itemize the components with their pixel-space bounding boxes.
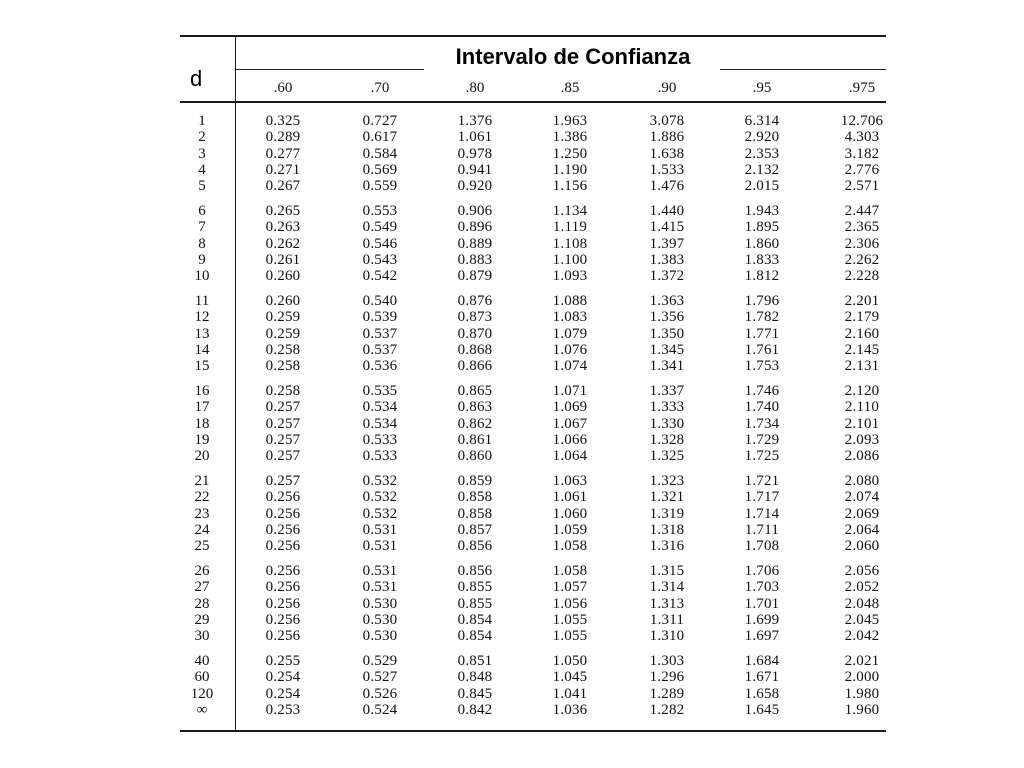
table-cell: 1.100 — [552, 251, 588, 268]
table-cell: 0.257 — [265, 431, 301, 448]
table-cell: 1.714 — [744, 505, 780, 522]
degrees-of-freedom: 26 — [194, 563, 210, 579]
table-cell: 0.569 — [362, 161, 398, 178]
table-cell: 0.978 — [457, 145, 493, 162]
table-cell: 2.776 — [844, 161, 880, 178]
table-cell: 0.532 — [362, 473, 398, 489]
table-cell: 1.753 — [744, 358, 780, 375]
table-cell: 1.658 — [744, 685, 780, 702]
table-cell: 0.879 — [457, 268, 493, 285]
table-cell: 0.537 — [362, 325, 398, 342]
table-cell: 1.356 — [649, 309, 685, 326]
table-cell: 1.061 — [457, 129, 493, 146]
table-cell: 1.311 — [649, 611, 685, 628]
table-cell: 1.796 — [744, 293, 780, 309]
table-cell: 1.050 — [552, 653, 588, 669]
table-cell: 0.253 — [265, 701, 301, 718]
table-cell: 1.350 — [649, 325, 685, 342]
table-cell: 0.845 — [457, 685, 493, 702]
table-cell: 0.854 — [457, 611, 493, 628]
degrees-of-freedom: 19 — [194, 431, 210, 448]
column-header: .80 — [465, 80, 485, 96]
table-cell: 0.858 — [457, 505, 493, 522]
table-cell: 2.228 — [844, 268, 880, 285]
table-cell: 0.889 — [457, 235, 493, 252]
table-cell: 1.061 — [552, 489, 588, 506]
table-cell: 0.256 — [265, 611, 301, 628]
table-cell: 0.267 — [265, 178, 301, 195]
title-rule-right — [720, 69, 886, 70]
table-cell: 0.584 — [362, 145, 398, 162]
table-cell: 0.254 — [265, 685, 301, 702]
degrees-of-freedom: 7 — [198, 219, 206, 236]
table-cell: 0.533 — [362, 431, 398, 448]
table-cell: 1.337 — [649, 383, 685, 399]
table-cell: 1.645 — [744, 701, 780, 718]
table-cell: 1.886 — [649, 129, 685, 146]
table-cell: 0.256 — [265, 521, 301, 538]
table-cell: 0.261 — [265, 251, 301, 268]
table-cell: 0.256 — [265, 489, 301, 506]
table-cell: 1.323 — [649, 473, 685, 489]
table-cell: 1.782 — [744, 309, 780, 326]
table-cell: 0.866 — [457, 358, 493, 375]
table-cell: 2.145 — [844, 341, 880, 358]
table-cell: 0.258 — [265, 358, 301, 375]
table-cell: 2.306 — [844, 235, 880, 252]
table-cell: 0.256 — [265, 505, 301, 522]
table-cell: 1.963 — [552, 113, 588, 129]
degrees-of-freedom: 14 — [194, 341, 210, 358]
degrees-of-freedom: 28 — [194, 595, 210, 612]
degrees-of-freedom: 2 — [198, 129, 206, 146]
table-cell: 0.539 — [362, 309, 398, 326]
table-cell: 1.079 — [552, 325, 588, 342]
column-header: .975 — [848, 80, 876, 96]
table-cell: 0.876 — [457, 293, 493, 309]
table-cell: 0.530 — [362, 595, 398, 612]
table-cell: 1.333 — [649, 399, 685, 416]
table-cell: 1.289 — [649, 685, 685, 702]
table-cell: 1.134 — [552, 203, 588, 219]
table-cell: 0.851 — [457, 653, 493, 669]
table-cell: 1.036 — [552, 701, 588, 718]
table-cell: 1.083 — [552, 309, 588, 326]
table-cell: 1.701 — [744, 595, 780, 612]
table-cell: 0.530 — [362, 611, 398, 628]
table-cell: 0.531 — [362, 538, 398, 555]
table-cell: 1.376 — [457, 113, 493, 129]
table-cell: 1.440 — [649, 203, 685, 219]
table-cell: 0.862 — [457, 415, 493, 432]
table-cell: 1.812 — [744, 268, 780, 285]
table-cell: 0.258 — [265, 341, 301, 358]
table-cell: 1.108 — [552, 235, 588, 252]
table-cell: 2.179 — [844, 309, 880, 326]
table-cell: 1.725 — [744, 448, 780, 465]
table-cell: 0.256 — [265, 595, 301, 612]
table-cell: 2.069 — [844, 505, 880, 522]
column-header: .70 — [370, 80, 390, 96]
degrees-of-freedom: 3 — [198, 145, 206, 162]
degrees-of-freedom: 12 — [194, 309, 210, 326]
table-cell: 0.257 — [265, 399, 301, 416]
table-cell: 1.706 — [744, 563, 780, 579]
table-cell: 0.883 — [457, 251, 493, 268]
table-cell: 0.848 — [457, 669, 493, 686]
table-cell: 1.064 — [552, 448, 588, 465]
table-cell: 1.415 — [649, 219, 685, 236]
table-cell: 0.534 — [362, 399, 398, 416]
table-cell: 2.110 — [844, 399, 880, 416]
table-cell: 0.529 — [362, 653, 398, 669]
degrees-of-freedom: 24 — [194, 521, 210, 538]
table-cell: 0.257 — [265, 448, 301, 465]
degrees-of-freedom: 16 — [194, 383, 210, 399]
table-cell: 2.048 — [844, 595, 880, 612]
table-cell: 1.190 — [552, 161, 588, 178]
table-cell: 2.000 — [844, 669, 880, 686]
table-cell: 1.067 — [552, 415, 588, 432]
table-cell: 0.858 — [457, 489, 493, 506]
table-cell: 0.533 — [362, 448, 398, 465]
table-cell: 0.271 — [265, 161, 301, 178]
degrees-of-freedom: 17 — [194, 399, 210, 416]
table-cell: 1.059 — [552, 521, 588, 538]
degrees-of-freedom: 13 — [194, 325, 210, 342]
table-cell: 2.131 — [844, 358, 880, 375]
degrees-of-freedom: 5 — [198, 178, 206, 195]
table-cell: 0.254 — [265, 669, 301, 686]
table-cell: 0.549 — [362, 219, 398, 236]
table-cell: 0.559 — [362, 178, 398, 195]
table-cell: 0.262 — [265, 235, 301, 252]
degrees-of-freedom: 15 — [194, 358, 210, 375]
table-cell: 0.861 — [457, 431, 493, 448]
table-cell: 2.064 — [844, 521, 880, 538]
table-cell: 0.534 — [362, 415, 398, 432]
degrees-of-freedom: 1 — [198, 113, 206, 129]
degrees-of-freedom: 6 — [198, 203, 206, 219]
table-cell: 1.330 — [649, 415, 685, 432]
table-cell: 1.066 — [552, 431, 588, 448]
table-cell: 0.527 — [362, 669, 398, 686]
table-cell: 0.617 — [362, 129, 398, 146]
table-cell: 3.182 — [844, 145, 880, 162]
table-cell: 0.842 — [457, 701, 493, 718]
table-cell: 0.258 — [265, 383, 301, 399]
table-cell: 1.119 — [552, 219, 588, 236]
degrees-of-freedom: 25 — [194, 538, 210, 555]
table-cell: 2.021 — [844, 653, 880, 669]
column-header: .60 — [273, 80, 293, 96]
table-cell: 0.537 — [362, 341, 398, 358]
table-cell: 1.980 — [844, 685, 880, 702]
table-cell: 1.711 — [744, 521, 780, 538]
top-rule — [180, 35, 886, 37]
table-cell: 1.533 — [649, 161, 685, 178]
table-cell: 0.863 — [457, 399, 493, 416]
table-cell: 1.069 — [552, 399, 588, 416]
table-cell: 1.314 — [649, 579, 685, 596]
table-cell: 0.856 — [457, 538, 493, 555]
table-cell: 1.319 — [649, 505, 685, 522]
degrees-of-freedom: ∞ — [196, 701, 208, 718]
table-cell: 0.906 — [457, 203, 493, 219]
table-cell: 0.257 — [265, 415, 301, 432]
table-cell: 1.088 — [552, 293, 588, 309]
row-header-divider — [235, 35, 236, 732]
degrees-of-freedom: 8 — [198, 235, 206, 252]
table-cell: 0.255 — [265, 653, 301, 669]
table-cell: 1.055 — [552, 628, 588, 645]
table-cell: 0.289 — [265, 129, 301, 146]
table-cell: 1.056 — [552, 595, 588, 612]
table-cell: 0.542 — [362, 268, 398, 285]
table-cell: 1.943 — [744, 203, 780, 219]
table-cell: 1.321 — [649, 489, 685, 506]
table-cell: 2.101 — [844, 415, 880, 432]
table-cell: 1.296 — [649, 669, 685, 686]
table-cell: 1.476 — [649, 178, 685, 195]
table-cell: 1.734 — [744, 415, 780, 432]
table-cell: 1.397 — [649, 235, 685, 252]
table-cell: 0.896 — [457, 219, 493, 236]
table-cell: 1.697 — [744, 628, 780, 645]
table-cell: 1.895 — [744, 219, 780, 236]
table-cell: 2.080 — [844, 473, 880, 489]
table-cell: 2.052 — [844, 579, 880, 596]
table-cell: 2.160 — [844, 325, 880, 342]
table-cell: 1.315 — [649, 563, 685, 579]
table-cell: 1.699 — [744, 611, 780, 628]
table-cell: 1.383 — [649, 251, 685, 268]
degrees-of-freedom: 4 — [198, 161, 206, 178]
table-cell: 1.076 — [552, 341, 588, 358]
table-cell: 2.447 — [844, 203, 880, 219]
table-cell: 1.055 — [552, 611, 588, 628]
table-cell: 0.256 — [265, 563, 301, 579]
table-cell: 1.833 — [744, 251, 780, 268]
degrees-of-freedom: 18 — [194, 415, 210, 432]
table-cell: 1.363 — [649, 293, 685, 309]
table-cell: 2.571 — [844, 178, 880, 195]
table-cell: 1.345 — [649, 341, 685, 358]
table-cell: 0.540 — [362, 293, 398, 309]
table-cell: 1.746 — [744, 383, 780, 399]
table-cell: 1.860 — [744, 235, 780, 252]
table-cell: 1.703 — [744, 579, 780, 596]
table-cell: 2.132 — [744, 161, 780, 178]
degrees-of-freedom: 60 — [194, 669, 210, 686]
table-cell: 1.684 — [744, 653, 780, 669]
table-cell: 0.553 — [362, 203, 398, 219]
table-cell: 0.535 — [362, 383, 398, 399]
table-cell: 0.526 — [362, 685, 398, 702]
table-cell: 1.960 — [844, 701, 880, 718]
table-cell: 0.532 — [362, 505, 398, 522]
table-cell: 0.277 — [265, 145, 301, 162]
table-cell: 1.074 — [552, 358, 588, 375]
table-cell: 1.041 — [552, 685, 588, 702]
table-cell: 2.353 — [744, 145, 780, 162]
table-cell: 1.638 — [649, 145, 685, 162]
degrees-of-freedom: 22 — [194, 489, 210, 506]
table-cell: 1.328 — [649, 431, 685, 448]
table-cell: 0.865 — [457, 383, 493, 399]
table-cell: 2.093 — [844, 431, 880, 448]
table-title: Intervalo de Confianza — [455, 44, 691, 69]
table-cell: 1.093 — [552, 268, 588, 285]
table-cell: 1.045 — [552, 669, 588, 686]
table-cell: 0.265 — [265, 203, 301, 219]
table-cell: 1.282 — [649, 701, 685, 718]
table-cell: 0.546 — [362, 235, 398, 252]
table-cell: 1.250 — [552, 145, 588, 162]
degrees-of-freedom: 23 — [194, 505, 210, 522]
table-cell: 0.531 — [362, 521, 398, 538]
table-cell: 1.057 — [552, 579, 588, 596]
table-cell: 0.531 — [362, 579, 398, 596]
column-header: .95 — [752, 80, 772, 96]
table-cell: 2.262 — [844, 251, 880, 268]
table-cell: 0.868 — [457, 341, 493, 358]
table-cell: 0.857 — [457, 521, 493, 538]
table-cell: 1.316 — [649, 538, 685, 555]
table-cell: 2.074 — [844, 489, 880, 506]
table-cell: 1.058 — [552, 563, 588, 579]
table-cell: 0.524 — [362, 701, 398, 718]
table-cell: 1.671 — [744, 669, 780, 686]
table-cell: 1.729 — [744, 431, 780, 448]
table-cell: 2.086 — [844, 448, 880, 465]
degrees-of-freedom: 10 — [194, 268, 210, 285]
table-cell: 1.156 — [552, 178, 588, 195]
table-cell: 0.256 — [265, 538, 301, 555]
table-cell: 1.063 — [552, 473, 588, 489]
table-cell: 0.256 — [265, 579, 301, 596]
table-cell: 1.058 — [552, 538, 588, 555]
degrees-of-freedom: 27 — [194, 579, 210, 596]
header-rule — [180, 101, 886, 103]
row-header-label: d — [190, 66, 203, 91]
column-header: .90 — [657, 80, 677, 96]
table-cell: 12.706 — [840, 113, 884, 129]
table-cell: 0.860 — [457, 448, 493, 465]
table-cell: 6.314 — [744, 113, 780, 129]
table-cell: 2.056 — [844, 563, 880, 579]
table-cell: 0.260 — [265, 268, 301, 285]
table-cell: 1.721 — [744, 473, 780, 489]
table-cell: 0.532 — [362, 489, 398, 506]
table-cell: 3.078 — [649, 113, 685, 129]
table-cell: 1.372 — [649, 268, 685, 285]
table-cell: 1.761 — [744, 341, 780, 358]
table-cell: 1.325 — [649, 448, 685, 465]
table-cell: 2.015 — [744, 178, 780, 195]
table-cell: 0.941 — [457, 161, 493, 178]
table-cell: 0.531 — [362, 563, 398, 579]
degrees-of-freedom: 40 — [194, 653, 210, 669]
table-cell: 0.854 — [457, 628, 493, 645]
degrees-of-freedom: 29 — [194, 611, 210, 628]
bottom-rule — [180, 730, 886, 732]
table-cell: 0.856 — [457, 563, 493, 579]
table-cell: 1.708 — [744, 538, 780, 555]
table-cell: 4.303 — [844, 129, 880, 146]
degrees-of-freedom: 30 — [194, 628, 210, 645]
table-cell: 2.365 — [844, 219, 880, 236]
table-cell: 1.310 — [649, 628, 685, 645]
degrees-of-freedom: 21 — [194, 473, 210, 489]
table-cell: 2.060 — [844, 538, 880, 555]
table-cell: 2.120 — [844, 383, 880, 399]
table-cell: 0.859 — [457, 473, 493, 489]
table-cell: 0.257 — [265, 473, 301, 489]
table-cell: 0.325 — [265, 113, 301, 129]
table-cell: 1.771 — [744, 325, 780, 342]
table-cell: 2.042 — [844, 628, 880, 645]
table-cell: 0.530 — [362, 628, 398, 645]
table-cell: 1.318 — [649, 521, 685, 538]
table-cell: 0.543 — [362, 251, 398, 268]
table-cell: 0.855 — [457, 595, 493, 612]
table-cell: 2.045 — [844, 611, 880, 628]
table-cell: 0.855 — [457, 579, 493, 596]
table-cell: 1.071 — [552, 383, 588, 399]
table-cell: 1.060 — [552, 505, 588, 522]
table-cell: 1.341 — [649, 358, 685, 375]
degrees-of-freedom: 9 — [198, 251, 206, 268]
title-rule-left — [236, 69, 424, 70]
table-cell: 0.256 — [265, 628, 301, 645]
table-cell: 2.920 — [744, 129, 780, 146]
table-cell: 1.313 — [649, 595, 685, 612]
table-cell: 1.717 — [744, 489, 780, 506]
table-cell: 0.259 — [265, 325, 301, 342]
table-cell: 0.870 — [457, 325, 493, 342]
table-cell: 0.873 — [457, 309, 493, 326]
table-cell: 1.740 — [744, 399, 780, 416]
table-cell: 1.386 — [552, 129, 588, 146]
table-cell: 0.727 — [362, 113, 398, 129]
table-cell: 2.201 — [844, 293, 880, 309]
degrees-of-freedom: 11 — [194, 293, 210, 309]
table-cell: 0.260 — [265, 293, 301, 309]
column-header: .85 — [560, 80, 580, 96]
table-cell: 0.536 — [362, 358, 398, 375]
table-cell: 0.263 — [265, 219, 301, 236]
degrees-of-freedom: 120 — [190, 685, 214, 702]
table-cell: 0.259 — [265, 309, 301, 326]
table-cell: 0.920 — [457, 178, 493, 195]
degrees-of-freedom: 20 — [194, 448, 210, 465]
table-cell: 1.303 — [649, 653, 685, 669]
